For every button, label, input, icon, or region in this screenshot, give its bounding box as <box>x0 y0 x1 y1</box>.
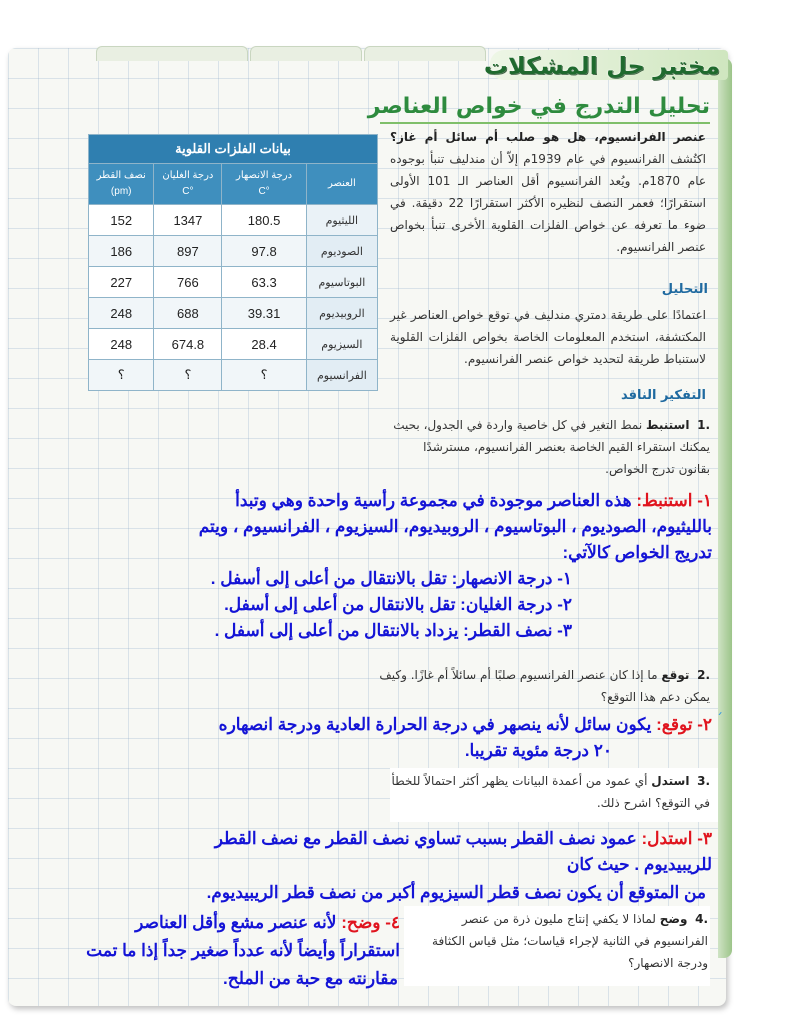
cell-boiling: 674.8 <box>154 329 222 360</box>
section-subtitle: تحليل التدرج في خواص العناصر <box>367 94 710 119</box>
subtitle-underline <box>380 122 710 124</box>
answer-2 <box>92 712 712 764</box>
cell-radius: 186 <box>89 236 154 267</box>
intro-paragraph <box>390 126 706 258</box>
cell-name: الليثيوم <box>306 205 377 236</box>
answer-1-item-2: ٢- درجة الغليان: تقل بالانتقال من أعلى إلى أسفل. <box>224 595 572 614</box>
question-number: .4 <box>695 912 708 926</box>
answer-4-line-1: ٤- وضح: لأنه عنصر مشع وأقل العناصر <box>135 913 400 932</box>
header-element: العنصر <box>306 164 377 205</box>
cell-name: الفرانسيوم <box>306 360 377 391</box>
cell-melting: 97.8 <box>222 236 306 267</box>
intro-body: اكتُشف الفرانسيوم في عام 1939م إلاّ أن مندليف تنبأ بوجوده عام 1870م. ويُعد الفرانسيوم أقل العناصر الـ 101 الأولى استقرارًا؛ فعمر النصف لنظيره الأكثر استقرارًا 22 دقيقة. في ضوء ما تعرفه عن خواص الفلزات القلوية الأخرى تنبأ بخواص عنصر الفرانسيوم. <box>390 152 707 254</box>
card-edge <box>718 58 732 958</box>
table-row <box>89 205 378 236</box>
cell-radius: 152 <box>89 205 154 236</box>
answer-1 <box>72 488 712 644</box>
answer-3-line-1: ٣- استدل: عمود نصف القطر بسبب تساوي نصف القطر مع نصف القطر <box>214 829 712 848</box>
answer-label: ٣- استدل: <box>641 829 712 848</box>
cell-name: الصوديوم <box>306 236 377 267</box>
question-1 <box>390 414 710 480</box>
answer-2-line-1: ٢- توقع: يكون سائل لأنه ينصهر في درجة الحرارة العادية ودرجة انصهاره <box>218 715 712 734</box>
answer-2-line-2: ٢٠ درجة مئوية تقريبا. <box>464 741 612 760</box>
table-row <box>89 360 378 391</box>
question-label: استدل <box>651 774 690 788</box>
cell-boiling: 897 <box>154 236 222 267</box>
cell-name: السيزيوم <box>306 329 377 360</box>
analysis-paragraph: اعتمادًا على طريقة دمتري مندليف في توقع خواص العناصر غير المكتشفة، استخدم المعلومات الخاصة بخواص الفلزات القلوية لاستنباط طريقة لتحديد خواص عنصر الفرانسيوم. <box>390 308 706 366</box>
cell-radius: ؟ <box>89 360 154 391</box>
question-label: استنبط <box>645 418 690 432</box>
cell-boiling: 766 <box>154 267 222 298</box>
table-row <box>89 267 378 298</box>
answer-3 <box>72 826 712 878</box>
cell-melting: ؟ <box>222 360 306 391</box>
cell-melting: 63.3 <box>222 267 306 298</box>
question-label: وضح <box>659 912 688 926</box>
answer-4-line-2: استقراراً وأيضاً لأنه عدداً صغير جداً إذا ما تمت <box>86 941 400 960</box>
page-title: مختبر حل المشكلات <box>483 52 720 80</box>
cell-melting: 28.4 <box>222 329 306 360</box>
cell-radius: 227 <box>89 267 154 298</box>
question-text: ما إذا كان عنصر الفرانسيوم صلبًا أم سائلاً أم غازًا. وكيف يمكن دعم هذا التوقع؟ <box>379 668 710 704</box>
header-radius: نصف القطر (pm) <box>89 164 154 205</box>
question-2 <box>370 664 710 708</box>
alkali-metals-table <box>88 134 378 391</box>
cell-name: الروبيديوم <box>306 298 377 329</box>
question-text: نمط التغير في كل خاصية واردة في الجدول، بحيث يمكنك استقراء القيم الخاصة بعنصر الفرانسيوم، مسترشدًا بقانون تدرج الخواص. <box>393 418 710 476</box>
cell-melting: 180.5 <box>222 205 306 236</box>
answer-1-item-3: ٣- نصف القطر: يزداد بالانتقال من أعلى إلى أسفل . <box>214 621 572 640</box>
question-3 <box>390 770 710 814</box>
question-text: أي عمود من أعمدة البيانات يظهر أكثر احتمالاً للخطأ في التوقع؟ اشرح ذلك. <box>391 774 710 810</box>
table-title: بيانات الفلزات القلوية <box>89 135 378 164</box>
question-4 <box>408 908 708 974</box>
cell-radius: 248 <box>89 298 154 329</box>
question-label: توقع <box>661 668 690 682</box>
answer-label: ٢- توقع: <box>656 715 712 734</box>
cell-boiling: 688 <box>154 298 222 329</box>
answer-1-line-3: تدريج الخواص كالآتي: <box>562 543 712 562</box>
header-boiling: درجة الغليان °C <box>154 164 222 205</box>
answer-4-line-3: مقارنته مع حبة من الملح. <box>223 969 398 988</box>
answer-3-line-2: للريبيديوم . حيث كان <box>566 855 712 874</box>
answer-label: ١- استنبط: <box>636 491 712 510</box>
critical-thinking-heading: التفكير الناقد <box>620 388 706 403</box>
folder-tab <box>250 46 362 61</box>
cell-radius: 248 <box>89 329 154 360</box>
question-number: .1 <box>697 418 710 432</box>
folder-tab <box>364 46 486 61</box>
header-melting: درجة الانصهار °C <box>222 164 306 205</box>
answer-1-line-1: ١- استنبط: هذه العناصر موجودة في مجموعة رأسية واحدة وهي وتبدأ <box>235 491 712 510</box>
question-number: .3 <box>697 774 710 788</box>
table-row <box>89 236 378 267</box>
answer-label: ٤- وضح: <box>341 913 400 932</box>
answer-4 <box>20 910 400 936</box>
table-row <box>89 329 378 360</box>
intro-lead: عنصر الفرانسيوم، هل هو صلب أم سائل أم غاز؟ <box>390 130 706 144</box>
answer-1-item-1: ١- درجة الانصهار: تقل بالانتقال من أعلى إلى أسفل . <box>210 569 572 588</box>
cell-boiling: 1347 <box>154 205 222 236</box>
analysis-heading: التحليل <box>661 282 708 297</box>
question-text: لماذا لا يكفي إنتاج مليون ذرة من عنصر الفرانسيوم في الثانية لإجراء قياسات؛ مثل قياس الكثافة ودرجة الانصهار؟ <box>432 912 708 970</box>
folder-tab <box>96 46 248 61</box>
answer-1-line-2: بالليثيوم، الصوديوم ، البوتاسيوم ، الروبيديوم، السيزيوم ، الفرانسيوم ، ويتم <box>198 517 712 536</box>
cell-melting: 39.31 <box>222 298 306 329</box>
table-row <box>89 298 378 329</box>
cell-name: البوتاسيوم <box>306 267 377 298</box>
answer-3-line-3: من المتوقع أن يكون نصف قطر السيزيوم أكبر من نصف قطر الريبيديوم. <box>206 883 706 902</box>
question-number: .2 <box>697 668 710 682</box>
sparkle-mark: ˊ <box>716 712 723 728</box>
cell-boiling: ؟ <box>154 360 222 391</box>
